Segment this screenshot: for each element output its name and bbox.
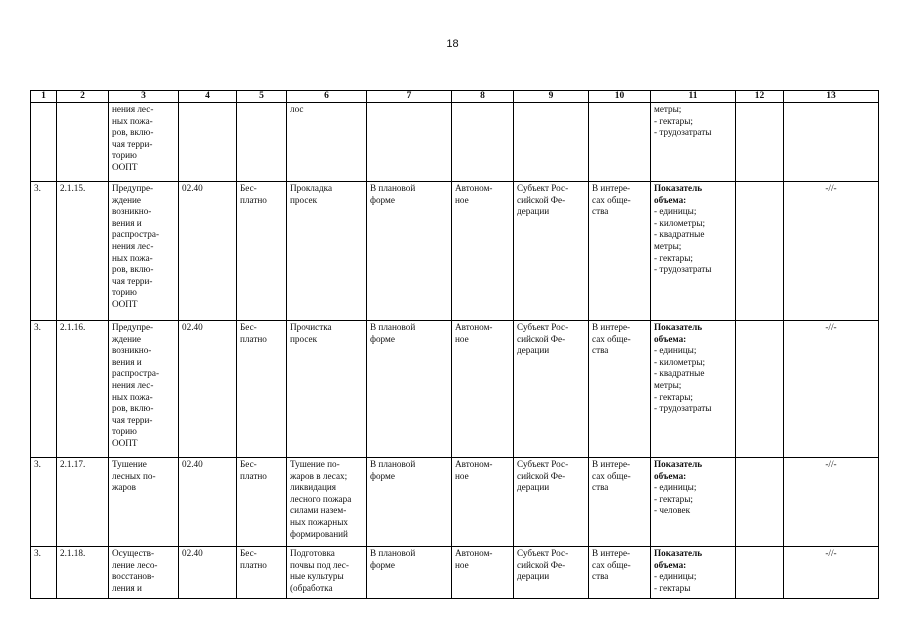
cell-text-line: ждение bbox=[112, 333, 142, 344]
cell-text-line: Тушение bbox=[112, 459, 147, 469]
cell-text: 02.40 bbox=[182, 183, 203, 193]
table-cell-col-13 bbox=[784, 321, 879, 458]
cell-text-line: ства bbox=[592, 571, 609, 582]
table-cell-col-4 bbox=[179, 321, 237, 458]
volume-indicator-heading: объема: bbox=[654, 194, 687, 205]
table-cell-col-9 bbox=[514, 182, 589, 321]
cell-text-line: - единицы; bbox=[654, 206, 697, 217]
table-cell-col-7 bbox=[367, 458, 452, 547]
column-header: 2 bbox=[57, 91, 109, 103]
cell-text: 3. bbox=[34, 459, 41, 469]
table-cell-col-12 bbox=[736, 547, 784, 599]
table-cell-col-1 bbox=[31, 547, 57, 599]
table-cell-col-9 bbox=[514, 103, 589, 182]
cell-text-line: ных пожа- bbox=[112, 391, 153, 402]
cell-text-line: - трудозатраты bbox=[654, 403, 712, 414]
cell-text-line: ства bbox=[592, 345, 609, 356]
cell-text-line: ООПТ bbox=[112, 161, 138, 172]
table-cell-col-1 bbox=[31, 182, 57, 321]
cell-text-line: Прочистка bbox=[290, 322, 332, 332]
cell-text-line: - трудозатраты bbox=[654, 264, 712, 275]
column-header: 10 bbox=[589, 91, 651, 103]
cell-text-line: Автоном- bbox=[455, 548, 493, 558]
table-cell-col-1 bbox=[31, 103, 57, 182]
table-cell-col-11 bbox=[651, 103, 736, 182]
cell-text-line: ления и bbox=[112, 582, 142, 593]
table-cell-col-11 bbox=[651, 321, 736, 458]
table-cell-col-4 bbox=[179, 547, 237, 599]
cell-text-line: сах обще- bbox=[592, 333, 631, 344]
column-header: 9 bbox=[514, 91, 589, 103]
table-cell-col-2 bbox=[57, 321, 109, 458]
cell-text-line: вения и bbox=[112, 356, 142, 367]
cell-text-line: платно bbox=[240, 470, 267, 481]
table-cell-col-6 bbox=[287, 321, 367, 458]
table-cell-col-3 bbox=[109, 458, 179, 547]
cell-text-line: торию bbox=[112, 287, 137, 298]
table-cell-col-3 bbox=[109, 547, 179, 599]
cell-text-line: распростра- bbox=[112, 229, 160, 240]
cell-text-line: ства bbox=[592, 482, 609, 493]
table-cell-col-10 bbox=[589, 182, 651, 321]
table-cell-col-7 bbox=[367, 321, 452, 458]
cell-text: 3. bbox=[34, 183, 41, 193]
cell-text-line: просек bbox=[290, 194, 318, 205]
cell-text-line: - квадратные bbox=[654, 229, 705, 240]
cell-text-line: ликвидация bbox=[290, 482, 337, 493]
table-cell-col-5 bbox=[237, 547, 287, 599]
cell-text-line: В интере- bbox=[592, 183, 631, 193]
cell-text-line: сийской Фе- bbox=[517, 333, 566, 344]
cell-text-line: ров, вклю- bbox=[112, 403, 154, 414]
table-cell-col-10 bbox=[589, 458, 651, 547]
cell-text-line: возникно- bbox=[112, 345, 152, 356]
cell-text-line: ные культуры bbox=[290, 571, 344, 582]
cell-text: 3. bbox=[34, 548, 41, 558]
table-cell-col-8 bbox=[452, 182, 514, 321]
column-header: 12 bbox=[736, 91, 784, 103]
cell-text-line: В плановой bbox=[370, 459, 416, 469]
header-row bbox=[31, 91, 879, 103]
cell-text-line: жаров в лесах; bbox=[290, 470, 348, 481]
cell-text-line: нения лес- bbox=[112, 240, 154, 251]
cell-text: 2.1.18. bbox=[60, 548, 86, 558]
cell-text-line: возникно- bbox=[112, 206, 152, 217]
cell-text: -//- bbox=[825, 548, 837, 558]
table-cell-col-4 bbox=[179, 103, 237, 182]
cell-text-line: - квадратные bbox=[654, 368, 705, 379]
table-cell-col-5 bbox=[237, 103, 287, 182]
volume-indicator-heading: Показатель bbox=[654, 459, 703, 469]
table-cell-col-5 bbox=[237, 321, 287, 458]
volume-indicator-heading: объема: bbox=[654, 559, 687, 570]
cell-text-line: Тушение по- bbox=[290, 459, 340, 469]
cell-text-line: ление лесо- bbox=[112, 559, 158, 570]
table-cell-col-3 bbox=[109, 321, 179, 458]
table-cell-col-7 bbox=[367, 103, 452, 182]
cell-text-line: платно bbox=[240, 333, 267, 344]
table-row bbox=[31, 321, 879, 458]
cell-text-line: просек bbox=[290, 333, 318, 344]
table-cell-col-6 bbox=[287, 103, 367, 182]
table-cell-col-8 bbox=[452, 103, 514, 182]
cell-text-line: - единицы; bbox=[654, 482, 697, 493]
column-header: 8 bbox=[452, 91, 514, 103]
cell-text-line: дерации bbox=[517, 571, 550, 582]
cell-text-line: Субъект Рос- bbox=[517, 322, 569, 332]
cell-text-line: восстанов- bbox=[112, 571, 155, 582]
cell-text: 02.40 bbox=[182, 459, 203, 469]
cell-text-line: В плановой bbox=[370, 548, 416, 558]
cell-text-line: В интере- bbox=[592, 322, 631, 332]
cell-text-line: форме bbox=[370, 559, 395, 570]
column-header: 11 bbox=[651, 91, 736, 103]
table-cell-col-6 bbox=[287, 547, 367, 599]
cell-text-line: В плановой bbox=[370, 183, 416, 193]
cell-text-line: нения лес- bbox=[112, 104, 154, 114]
cell-text-line: - гектары bbox=[654, 582, 691, 593]
cell-text: 2.1.16. bbox=[60, 322, 86, 332]
cell-text-line: форме bbox=[370, 194, 395, 205]
cell-text-line: ных пожа- bbox=[112, 115, 153, 126]
cell-text-line: - единицы; bbox=[654, 571, 697, 582]
cell-text-line: форме bbox=[370, 333, 395, 344]
cell-text-line: ждение bbox=[112, 194, 142, 205]
cell-text-line: - человек bbox=[654, 505, 691, 516]
table-cell-col-4 bbox=[179, 182, 237, 321]
cell-text-line: ров, вклю- bbox=[112, 264, 154, 275]
cell-text: 02.40 bbox=[182, 548, 203, 558]
cell-text-line: ное bbox=[455, 194, 469, 205]
table-cell-col-12 bbox=[736, 458, 784, 547]
cell-text-line: силами назем- bbox=[290, 505, 347, 516]
column-header: 7 bbox=[367, 91, 452, 103]
cell-text-line: метры; bbox=[654, 379, 682, 390]
cell-text-line: - единицы; bbox=[654, 345, 697, 356]
cell-text-line: чая терри- bbox=[112, 138, 153, 149]
cell-text: -//- bbox=[825, 183, 837, 193]
cell-text-line: сийской Фе- bbox=[517, 194, 566, 205]
cell-text-line: - гектары; bbox=[654, 115, 693, 126]
cell-text-line: Субъект Рос- bbox=[517, 459, 569, 469]
cell-text-line: формирований bbox=[290, 528, 348, 539]
table-cell-col-10 bbox=[589, 103, 651, 182]
cell-text-line: Субъект Рос- bbox=[517, 183, 569, 193]
cell-text: -//- bbox=[825, 459, 837, 469]
cell-text-line: ООПТ bbox=[112, 437, 138, 448]
volume-indicator-heading: объема: bbox=[654, 470, 687, 481]
cell-text-line: сах обще- bbox=[592, 559, 631, 570]
cell-text-line: В интере- bbox=[592, 548, 631, 558]
column-header: 5 bbox=[237, 91, 287, 103]
table-cell-col-13 bbox=[784, 103, 879, 182]
volume-indicator-heading: Показатель bbox=[654, 322, 703, 332]
cell-text-line: Предупре- bbox=[112, 183, 154, 193]
cell-text-line: ное bbox=[455, 559, 469, 570]
cell-text-line: ных пожарных bbox=[290, 516, 348, 527]
table-cell-col-2 bbox=[57, 182, 109, 321]
cell-text-line: сах обще- bbox=[592, 470, 631, 481]
table-cell-col-11 bbox=[651, 182, 736, 321]
cell-text-line: дерации bbox=[517, 206, 550, 217]
volume-indicator-heading: Показатель bbox=[654, 183, 703, 193]
table-cell-col-1 bbox=[31, 321, 57, 458]
cell-text-line: Автоном- bbox=[455, 183, 493, 193]
page-number: 18 bbox=[446, 38, 459, 50]
cell-text: 2.1.17. bbox=[60, 459, 86, 469]
cell-text-line: чая терри- bbox=[112, 414, 153, 425]
cell-text-line: платно bbox=[240, 194, 267, 205]
cell-text-line: ное bbox=[455, 333, 469, 344]
cell-text: -//- bbox=[825, 322, 837, 332]
cell-text-line: чая терри- bbox=[112, 275, 153, 286]
cell-text-line: дерации bbox=[517, 482, 550, 493]
table-cell-col-3 bbox=[109, 182, 179, 321]
table-cell-col-12 bbox=[736, 103, 784, 182]
cell-text-line: лос bbox=[290, 104, 304, 114]
cell-text-line: торию bbox=[112, 150, 137, 161]
cell-text-line: В плановой bbox=[370, 322, 416, 332]
table-row bbox=[31, 103, 879, 182]
table-cell-col-5 bbox=[237, 458, 287, 547]
cell-text-line: ных пожа- bbox=[112, 252, 153, 263]
column-header: 4 bbox=[179, 91, 237, 103]
table-cell-col-2 bbox=[57, 458, 109, 547]
cell-text-line: - гектары; bbox=[654, 391, 693, 402]
cell-text-line: Бес- bbox=[240, 183, 257, 193]
cell-text-line: сийской Фе- bbox=[517, 470, 566, 481]
cell-text-line: сийской Фе- bbox=[517, 559, 566, 570]
cell-text-line: ства bbox=[592, 206, 609, 217]
table-cell-col-13 bbox=[784, 182, 879, 321]
table-cell-col-8 bbox=[452, 458, 514, 547]
cell-text-line: Прокладка bbox=[290, 183, 333, 193]
table-cell-col-11 bbox=[651, 458, 736, 547]
table-cell-col-2 bbox=[57, 103, 109, 182]
cell-text-line: Предупре- bbox=[112, 322, 154, 332]
column-header: 3 bbox=[109, 91, 179, 103]
table-cell-col-8 bbox=[452, 321, 514, 458]
cell-text-line: дерации bbox=[517, 345, 550, 356]
table-cell-col-3 bbox=[109, 103, 179, 182]
cell-text-line: Осуществ- bbox=[112, 548, 155, 558]
table-cell-col-7 bbox=[367, 182, 452, 321]
cell-text-line: метры; bbox=[654, 104, 682, 114]
volume-indicator-heading: Показатель bbox=[654, 548, 703, 558]
table-cell-col-5 bbox=[237, 182, 287, 321]
column-header: 13 bbox=[784, 91, 879, 103]
table-cell-col-8 bbox=[452, 547, 514, 599]
table-cell-col-9 bbox=[514, 547, 589, 599]
table-cell-col-10 bbox=[589, 321, 651, 458]
cell-text-line: ров, вклю- bbox=[112, 127, 154, 138]
table-cell-col-1 bbox=[31, 458, 57, 547]
cell-text-line: Автоном- bbox=[455, 459, 493, 469]
cell-text-line: - гектары; bbox=[654, 493, 693, 504]
cell-text-line: Бес- bbox=[240, 322, 257, 332]
cell-text-line: - гектары; bbox=[654, 252, 693, 263]
services-table bbox=[30, 90, 879, 599]
table-row bbox=[31, 547, 879, 599]
cell-text: 02.40 bbox=[182, 322, 203, 332]
cell-text-line: метры; bbox=[654, 240, 682, 251]
table-cell-col-12 bbox=[736, 321, 784, 458]
table-cell-col-4 bbox=[179, 458, 237, 547]
cell-text-line: ООПТ bbox=[112, 298, 138, 309]
column-header: 6 bbox=[287, 91, 367, 103]
volume-indicator-heading: объема: bbox=[654, 333, 687, 344]
cell-text-line: Подготовка bbox=[290, 548, 335, 558]
table-cell-col-10 bbox=[589, 547, 651, 599]
cell-text-line: нения лес- bbox=[112, 379, 154, 390]
table-cell-col-9 bbox=[514, 321, 589, 458]
cell-text-line: - километры; bbox=[654, 217, 706, 228]
cell-text-line: вения и bbox=[112, 217, 142, 228]
cell-text: 3. bbox=[34, 322, 41, 332]
table-cell-col-13 bbox=[784, 547, 879, 599]
cell-text-line: форме bbox=[370, 470, 395, 481]
table-cell-col-6 bbox=[287, 458, 367, 547]
table-cell-col-12 bbox=[736, 182, 784, 321]
cell-text-line: (обработка bbox=[290, 582, 333, 593]
cell-text-line: - трудозатраты bbox=[654, 127, 712, 138]
cell-text-line: лесных по- bbox=[112, 470, 156, 481]
cell-text-line: распростра- bbox=[112, 368, 160, 379]
cell-text-line: жаров bbox=[112, 482, 136, 493]
table-cell-col-13 bbox=[784, 458, 879, 547]
cell-text: 2.1.15. bbox=[60, 183, 86, 193]
column-header: 1 bbox=[31, 91, 57, 103]
cell-text-line: торию bbox=[112, 426, 137, 437]
cell-text-line: платно bbox=[240, 559, 267, 570]
cell-text-line: почвы под лес- bbox=[290, 559, 349, 570]
table-cell-col-9 bbox=[514, 458, 589, 547]
cell-text-line: Автоном- bbox=[455, 322, 493, 332]
table-cell-col-2 bbox=[57, 547, 109, 599]
table-row bbox=[31, 182, 879, 321]
table-row bbox=[31, 458, 879, 547]
table-cell-col-11 bbox=[651, 547, 736, 599]
cell-text-line: Субъект Рос- bbox=[517, 548, 569, 558]
cell-text-line: ное bbox=[455, 470, 469, 481]
cell-text-line: - километры; bbox=[654, 356, 706, 367]
cell-text-line: Бес- bbox=[240, 459, 257, 469]
table-cell-col-6 bbox=[287, 182, 367, 321]
cell-text-line: сах обще- bbox=[592, 194, 631, 205]
cell-text-line: лесного пожара bbox=[290, 493, 352, 504]
cell-text-line: Бес- bbox=[240, 548, 257, 558]
cell-text-line: В интере- bbox=[592, 459, 631, 469]
table-cell-col-7 bbox=[367, 547, 452, 599]
